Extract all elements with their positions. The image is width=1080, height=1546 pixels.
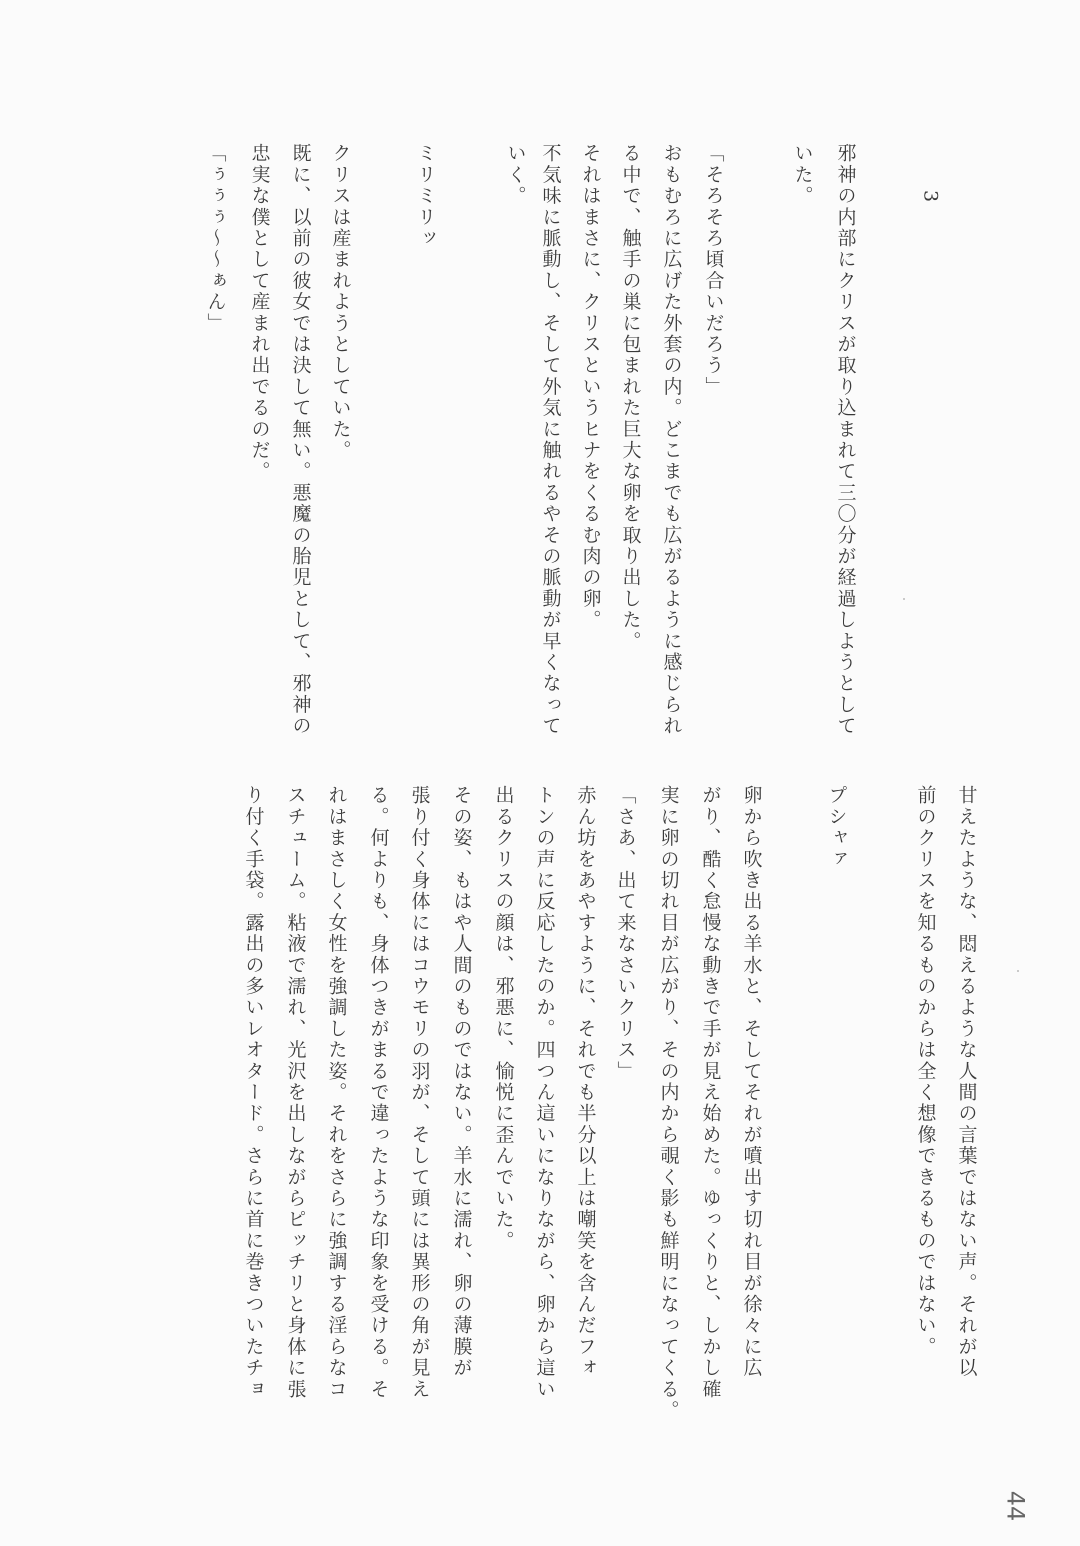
text-column: それはまさに、クリスというヒナをくるむ肉の卵。	[579, 143, 602, 631]
text-column: クリスは産まれようとしていた。	[329, 143, 352, 461]
text-column: 甘えたような、悶えるような人間の言葉ではない声。それが以	[955, 785, 978, 1379]
text-column: いた。	[791, 143, 814, 207]
text-column: 張り付く身体にはコウモリの羽が、そして頭には異形の角が見え	[408, 785, 431, 1400]
text-column: トンの声に反応したのか。四つん這いになりながら、卵から這い	[533, 785, 556, 1400]
text-column: 既に、以前の彼女では決して無い。悪魔の胎児として、邪神の	[289, 143, 312, 737]
text-column: 邪神の内部にクリスが取り込まれて三〇分が経過しようとして	[834, 143, 857, 737]
section-number: 3	[919, 190, 942, 205]
text-column: おもむろに広げた外套の内。どこまでも広がるように感じられ	[660, 143, 683, 737]
text-column: 忠実な僕として産まれ出でるのだ。	[248, 143, 271, 483]
text-column: る。何よりも、身体つきがまるで違ったような印象を受ける。そ	[367, 785, 390, 1400]
text-column: 実に卵の切れ目が広がり、その内から覗く影も鮮明になってくる。	[657, 785, 680, 1421]
text-column: ミリミリッ	[414, 143, 437, 249]
text-column: 出るクリスの顔は、邪悪に、愉悦に歪んでいた。	[492, 785, 515, 1252]
text-column: その姿、もはや人間のものではない。羊水に濡れ、卵の薄膜が	[450, 785, 473, 1379]
text-column: いく。	[504, 143, 527, 207]
text-column: 「さあ、出て来なさいクリス」	[614, 785, 637, 1082]
scan-speck	[903, 598, 905, 600]
text-column: 卵から吹き出る羊水と、そしてそれが噴出す切れ目が徐々に広	[740, 785, 763, 1379]
scan-speck	[1017, 970, 1019, 972]
text-column: プシャァ	[825, 785, 848, 870]
text-column: れはまさしく女性を強調した姿。それをさらに強調する淫らなコ	[325, 785, 348, 1400]
text-column: 「ぅぅぅ～～ぁん」	[204, 143, 227, 334]
text-column: がり、酷く怠慢な動きで手が見え始めた。ゆっくりと、しかし確	[699, 785, 722, 1400]
text-column: 赤ん坊をあやすように、それでも半分以上は嘲笑を含んだフォ	[574, 785, 597, 1379]
text-column: 「そろそろ頃合いだろう」	[702, 143, 725, 398]
text-column: 前のクリスを知るものからは全く想像できるものではない。	[914, 785, 937, 1358]
text-column: 不気味に脈動し、そして外気に触れるやその脈動が早くなって	[539, 143, 562, 737]
text-column: り付く手袋。露出の多いレオタード。さらに首に巻きついたチョ	[242, 785, 265, 1400]
text-column: スチューム。粘液で濡れ、光沢を出しながらピッチリと身体に張	[284, 785, 307, 1400]
text-column: る中で、触手の巣に包まれた巨大な卵を取り出した。	[619, 143, 642, 652]
page-number: 44	[1001, 1490, 1030, 1522]
